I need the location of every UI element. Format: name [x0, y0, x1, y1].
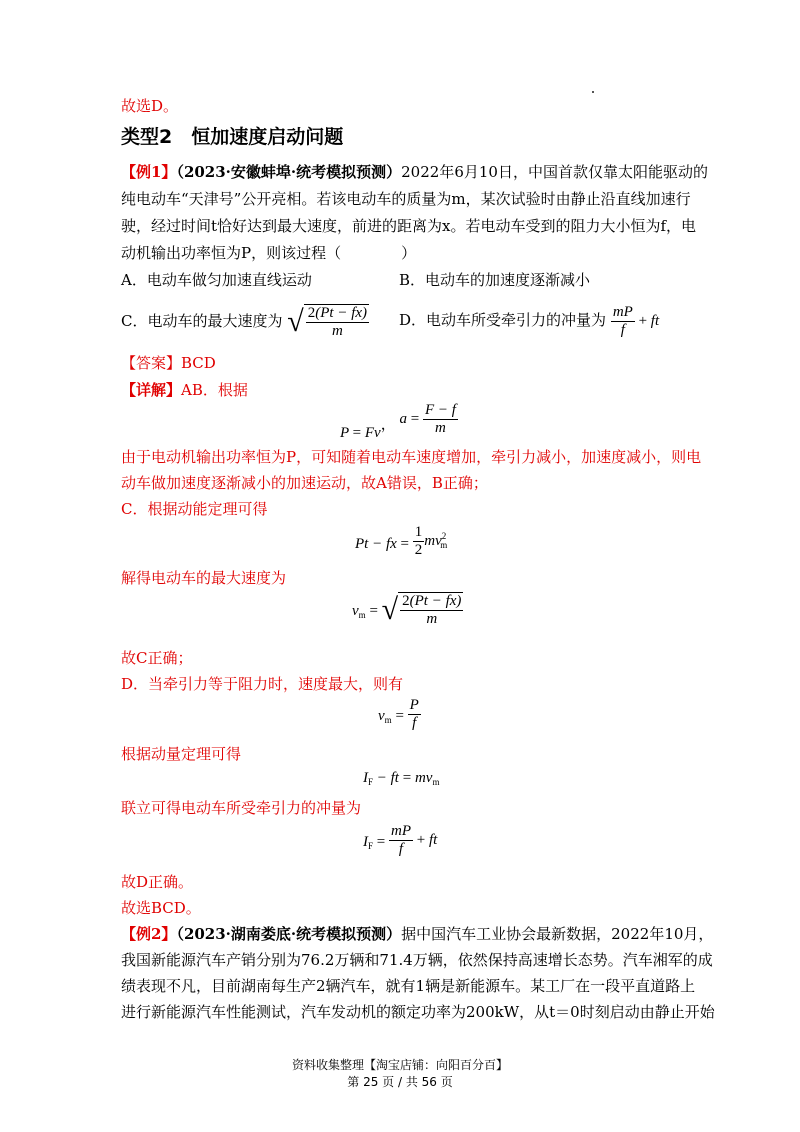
example1-line3: 驶，经过时间t恰好达到最大速度，前进的距离为x。若电动车受到的阻力大小恒为f，电	[121, 217, 697, 235]
conclusion-line: 故选D。	[121, 97, 179, 115]
formula-impulse: $\frac{mP}{f}$ + ft	[612, 304, 660, 338]
example1-text-1: 2022年6月10日，中国首款仅靠太阳能驱动的	[401, 163, 708, 181]
section-title: 类型2 恒加速度启动问题	[121, 126, 344, 148]
example2-line3: 绩表现不凡，目前湖南每生产2辆汽车，就有1辆是新能源车。某工厂在一段平直道路上	[121, 977, 696, 995]
example2-tag: 【例2】	[121, 925, 177, 943]
formula-p-fv: P = Fv， a = $\frac{F - f}{m}$	[340, 402, 456, 441]
detail-ab: AB．根据	[181, 381, 248, 399]
example2-source: （2023·湖南娄底·统考模拟预测）	[176, 925, 402, 943]
option-b: B．电动车的加速度逐渐减小	[399, 271, 591, 289]
example1-source: （2023·安徽蚌埠·统考模拟预测）	[176, 163, 402, 181]
detail-line	[121, 378, 248, 402]
reason-line1: 由于电动机输出功率恒为P，可知随着电动车速度增加，牵引力减小，加速度减小，则电	[121, 448, 702, 466]
reason-line6: D．当牵引力等于阻力时，速度最大，则有	[121, 675, 404, 693]
example1-tag: 【例1】	[121, 163, 177, 181]
example2-line2: 我国新能源汽车产销分别为76.2万辆和71.4万辆，依然保持高速增长态势。汽车湘军的成	[121, 951, 713, 969]
reason-line2: 动车做加速度逐渐减小的加速运动，故A错误，B正确；	[121, 474, 488, 492]
reason-line7: 根据动量定理可得	[121, 745, 242, 763]
reason-line3: C．根据动能定理可得	[121, 500, 268, 518]
footer-page-number: 第 25 页 / 共 56 页	[347, 1075, 453, 1089]
example1-line1	[121, 160, 708, 184]
example2-text-1: 据中国汽车工业协会最新数据，2022年10月，	[401, 925, 714, 943]
example2-line4: 进行新能源汽车性能测试，汽车发动机的额定功率为200kW，从t＝0时刻启动由静止开始	[121, 1003, 715, 1021]
detail-tag: 【详解】	[121, 381, 182, 399]
option-c-text: C．电动车的最大速度为	[121, 312, 283, 330]
reason-line10: 故选BCD。	[121, 899, 201, 917]
reason-line8: 联立可得电动车所受牵引力的冲量为	[121, 799, 362, 817]
formula-vm: $v_m$ = √ $\frac{2(Pt - fx)}{m}$	[352, 593, 462, 627]
option-d	[399, 304, 659, 339]
example1-line4: 动机输出功率恒为P，则该过程（ ）	[121, 244, 417, 262]
reason-line9: 故D正确。	[121, 873, 194, 891]
example1-line2: 纯电动车“天津号”公开亮相。若该电动车的质量为m，某次试验时由静止沿直线加速行	[121, 190, 691, 208]
option-d-text: D．电动车所受牵引力的冲量为	[399, 310, 607, 329]
formula-energy: Pt − fx = $\frac{1}{2}$ $mv^2_m$	[355, 524, 448, 558]
reason-line5: 故C正确；	[121, 649, 193, 667]
formula-momentum: $I_F$ − ft = $mv_m$	[363, 770, 440, 787]
formula-vmax: √ $\frac{2(Pt - fx)}{m}$	[287, 305, 368, 339]
speck-mark	[592, 91, 594, 93]
formula-vm-pf: $v_m$ = $\frac{P}{f}$	[378, 697, 419, 731]
option-c	[121, 304, 369, 340]
footer-source: 资料收集整理【淘宝店铺：向阳百分百】	[291, 1058, 508, 1072]
example2-line1	[121, 922, 713, 946]
reason-line4: 解得电动车的最大速度为	[121, 569, 287, 587]
answer-line: 【答案】BCD	[121, 354, 216, 372]
option-a: A．电动车做匀加速直线运动	[121, 271, 312, 289]
formula-impulse-result: $I_F$ = $\frac{mP}{f}$ + ft	[363, 823, 438, 857]
